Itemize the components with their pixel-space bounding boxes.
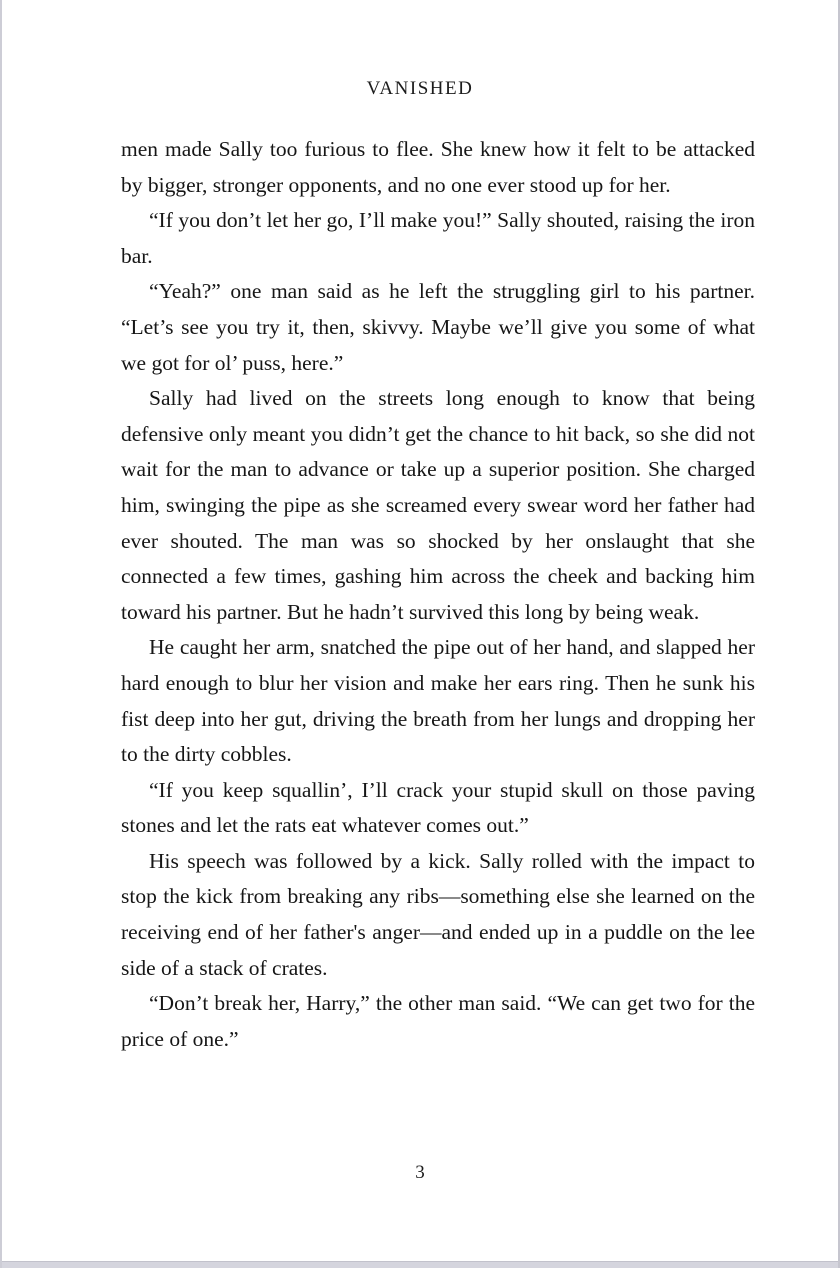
body-text bbox=[121, 132, 755, 1057]
running-head: VANISHED bbox=[366, 78, 474, 99]
paragraph-4: Sally had lived on the streets long enough to know that being defensive only meant you didn’t get the chance to hit back, so she did not wait for the man to advance or take up a superior position. She charged him, swinging the pipe as she screamed every swear word her father had ever shouted. The man was so shocked by her onslaught that she connected a few times, gashing him across the cheek and backing him toward his partner. But he hadn’t survived this long by being weak. bbox=[121, 386, 755, 624]
paragraph-7: His speech was followed by a kick. Sally rolled with the impact to stop the kick from breaking any ribs—something else she learned on the receiving end of her father's anger—and ended up in a puddle on the lee side of a stack of crates. bbox=[121, 848, 755, 980]
paragraph-1: men made Sally too furious to flee. She knew how it felt to be attacked by bigger, stronger opponents, and no one ever stood up for her. bbox=[121, 137, 755, 197]
paragraph-3: “Yeah?” one man said as he left the struggling girl to his partner. “Let’s see you try it, then, skivvy. Maybe we’ll give you some of what we got for ol’ puss, here.” bbox=[121, 279, 755, 375]
paragraph-5: He caught her arm, snatched the pipe out of her hand, and slapped her hard enough to blur her vision and make her ears ring. Then he sunk his fist deep into her gut, driving the breath from her lungs and dropping her to the dirty cobbles. bbox=[121, 635, 755, 767]
window-bottom-edge bbox=[2, 1261, 838, 1268]
paragraph-2: “If you don’t let her go, I’ll make you!” Sally shouted, raising the iron bar. bbox=[121, 208, 755, 268]
paragraph-8: “Don’t break her, Harry,” the other man said. “We can get two for the price of one.” bbox=[121, 991, 755, 1051]
page-number: 3 bbox=[415, 1162, 425, 1183]
paragraph-6: “If you keep squallin’, I’ll crack your stupid skull on those paving stones and let the rats eat whatever comes out.” bbox=[121, 777, 755, 838]
